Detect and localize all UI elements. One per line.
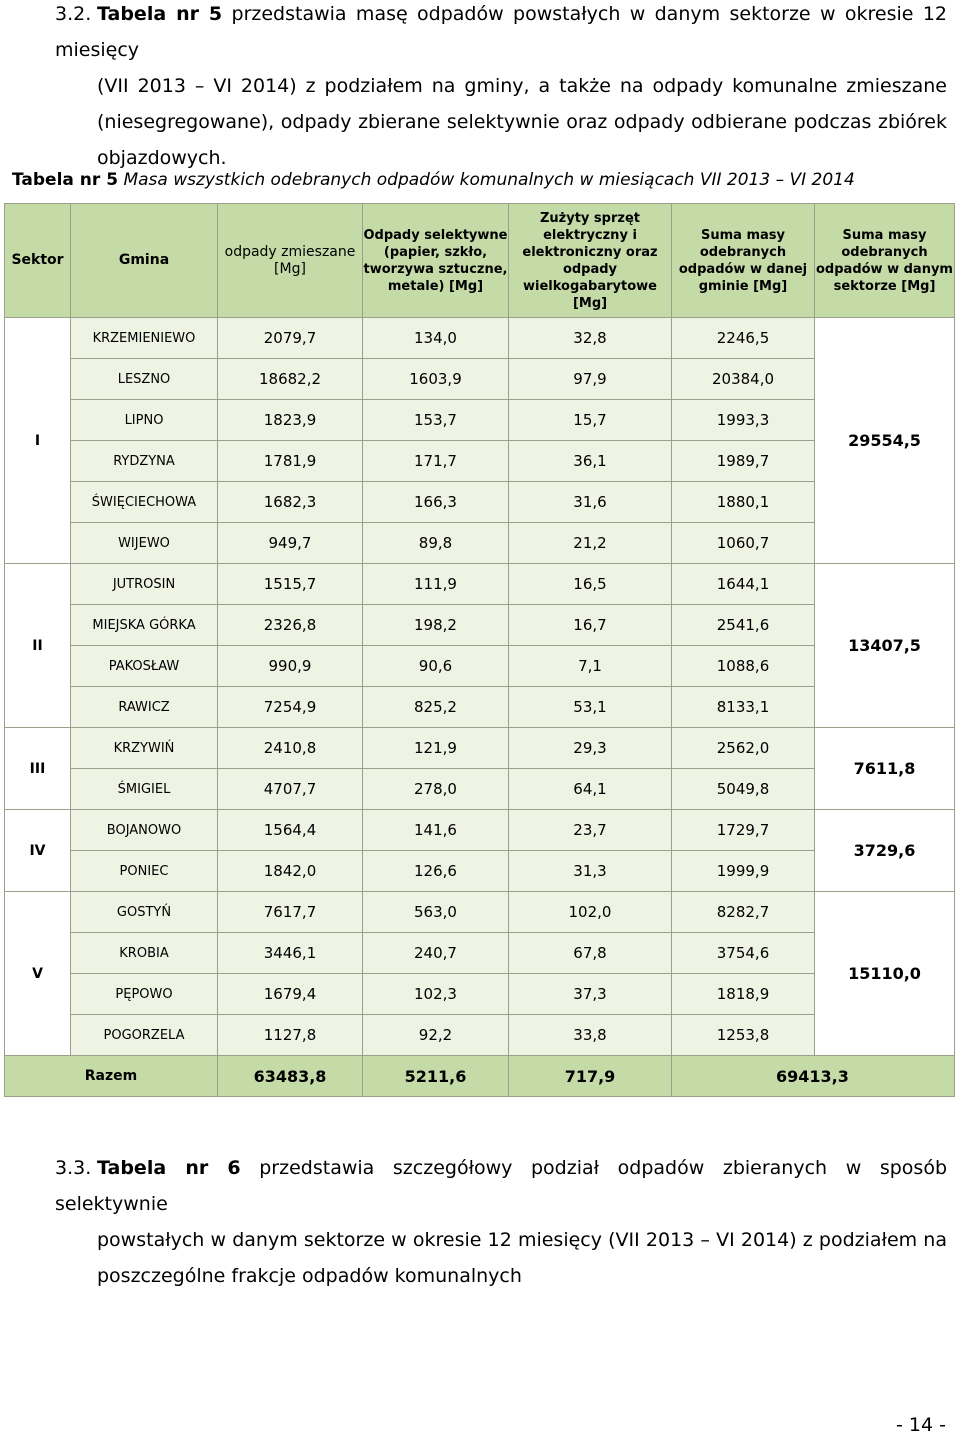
mixed-value: 3446,1 [218, 933, 363, 974]
selective-value: 166,3 [363, 482, 509, 523]
selective-value: 563,0 [363, 892, 509, 933]
selective-value: 90,6 [363, 646, 509, 687]
table-row [5, 359, 955, 400]
sector-total: 29554,5 [815, 318, 955, 564]
table-reference: Tabela nr 5 [97, 3, 223, 25]
gmina-sum-value: 1999,9 [672, 851, 815, 892]
gmina-name: WIJEWO [71, 523, 218, 564]
electro-value: 32,8 [509, 318, 672, 359]
header-sektor: Sektor [5, 204, 71, 318]
gmina-name: MIEJSKA GÓRKA [71, 605, 218, 646]
electro-value: 23,7 [509, 810, 672, 851]
header-sum-sektor: Suma masy odebranych odpadów w danym sektorze [Mg] [815, 204, 955, 318]
gmina-name: RYDZYNA [71, 441, 218, 482]
sector-total: 3729,6 [815, 810, 955, 892]
sector-total: 13407,5 [815, 564, 955, 728]
table-row [5, 687, 955, 728]
electro-value: 53,1 [509, 687, 672, 728]
electro-value: 21,2 [509, 523, 672, 564]
table-row [5, 892, 955, 933]
gmina-name: PAKOSŁAW [71, 646, 218, 687]
selective-value: 126,6 [363, 851, 509, 892]
gmina-name: PĘPOWO [71, 974, 218, 1015]
gmina-sum-value: 1253,8 [672, 1015, 815, 1056]
gmina-sum-value: 1993,3 [672, 400, 815, 441]
gmina-sum-value: 3754,6 [672, 933, 815, 974]
outro-line-1 [55, 1150, 947, 1222]
mixed-value: 7254,9 [218, 687, 363, 728]
sector-total: 7611,8 [815, 728, 955, 810]
selective-value: 153,7 [363, 400, 509, 441]
intro-line-2: (VII 2013 – VI 2014) z podziałem na gminy, a także na odpady komunalne zmieszane [97, 75, 947, 97]
outro-paragraph [55, 1150, 947, 1294]
gmina-name: RAWICZ [71, 687, 218, 728]
totals-sum: 69413,3 [672, 1056, 955, 1097]
gmina-name: BOJANOWO [71, 810, 218, 851]
header-mixed: odpady zmieszane [Mg] [218, 204, 363, 318]
table-row [5, 974, 955, 1015]
mixed-value: 949,7 [218, 523, 363, 564]
gmina-sum-value: 1644,1 [672, 564, 815, 605]
gmina-sum-value: 1088,6 [672, 646, 815, 687]
intro-line-3: (niesegregowane), odpady zbierane selektywnie oraz odpady odbierane podczas zbiórek [97, 111, 947, 133]
gmina-sum-value: 1880,1 [672, 482, 815, 523]
table-row [5, 646, 955, 687]
electro-value: 67,8 [509, 933, 672, 974]
intro-line-4: objazdowych. [97, 147, 227, 169]
header-selective: Odpady selektywne (papier, szkło, tworzywa sztuczne, metale) [Mg] [363, 204, 509, 318]
mixed-value: 1682,3 [218, 482, 363, 523]
sector-name: V [5, 892, 71, 1056]
header-gmina: Gmina [71, 204, 218, 318]
selective-value: 240,7 [363, 933, 509, 974]
gmina-name: ŚWIĘCIECHOWA [71, 482, 218, 523]
outro-text: przedstawia szczegółowy podział odpadów zbieranych w sposób selektywnie [55, 1157, 948, 1215]
selective-value: 171,7 [363, 441, 509, 482]
sector-name: III [5, 728, 71, 810]
gmina-sum-value: 2562,0 [672, 728, 815, 769]
gmina-sum-value: 1818,9 [672, 974, 815, 1015]
mixed-value: 1515,7 [218, 564, 363, 605]
section-number: 3.3. [55, 1157, 92, 1179]
selective-value: 102,3 [363, 974, 509, 1015]
sector-name: I [5, 318, 71, 564]
gmina-name: KRZYWIŃ [71, 728, 218, 769]
selective-value: 1603,9 [363, 359, 509, 400]
header-sum-gmina: Suma masy odebranych odpadów w danej gminie [Mg] [672, 204, 815, 318]
outro-line-2: powstałych w danym sektorze w okresie 12 miesięcy (VII 2013 – VI 2014) z podziałem na [97, 1229, 947, 1251]
header-row [5, 204, 955, 318]
caption-label: Tabela nr 5 [12, 170, 119, 190]
totals-label: Razem [5, 1056, 218, 1097]
table-row [5, 523, 955, 564]
mixed-value: 2410,8 [218, 728, 363, 769]
selective-value: 134,0 [363, 318, 509, 359]
electro-value: 31,6 [509, 482, 672, 523]
table-reference: Tabela nr 6 [97, 1157, 241, 1179]
gmina-sum-value: 2541,6 [672, 605, 815, 646]
electro-value: 16,5 [509, 564, 672, 605]
mixed-value: 2326,8 [218, 605, 363, 646]
mixed-value: 1564,4 [218, 810, 363, 851]
selective-value: 121,9 [363, 728, 509, 769]
selective-value: 111,9 [363, 564, 509, 605]
totals-row [5, 1056, 955, 1097]
mixed-value: 1823,9 [218, 400, 363, 441]
mixed-value: 1679,4 [218, 974, 363, 1015]
gmina-sum-value: 1989,7 [672, 441, 815, 482]
caption-title: Masa wszystkich odebranych odpadów komunalnych w miesiącach VII 2013 – VI 2014 [123, 170, 855, 190]
table-row [5, 933, 955, 974]
electro-value: 16,7 [509, 605, 672, 646]
intro-text: przedstawia masę odpadów powstałych w danym sektorze w okresie 12 miesięcy [55, 3, 948, 61]
gmina-name: LESZNO [71, 359, 218, 400]
mixed-value: 1781,9 [218, 441, 363, 482]
gmina-name: POGORZELA [71, 1015, 218, 1056]
gmina-name: JUTROSIN [71, 564, 218, 605]
totals-selective: 5211,6 [363, 1056, 509, 1097]
outro-line-3: poszczególne frakcje odpadów komunalnych [97, 1265, 522, 1287]
mixed-value: 7617,7 [218, 892, 363, 933]
electro-value: 102,0 [509, 892, 672, 933]
table-row [5, 605, 955, 646]
table-row [5, 851, 955, 892]
gmina-name: PONIEC [71, 851, 218, 892]
gmina-sum-value: 5049,8 [672, 769, 815, 810]
table-row [5, 482, 955, 523]
sector-name: IV [5, 810, 71, 892]
gmina-sum-value: 8133,1 [672, 687, 815, 728]
intro-paragraph [55, 0, 947, 176]
gmina-sum-value: 20384,0 [672, 359, 815, 400]
totals-mixed: 63483,8 [218, 1056, 363, 1097]
electro-value: 64,1 [509, 769, 672, 810]
electro-value: 15,7 [509, 400, 672, 441]
electro-value: 31,3 [509, 851, 672, 892]
gmina-name: KROBIA [71, 933, 218, 974]
gmina-sum-value: 1729,7 [672, 810, 815, 851]
gmina-name: KRZEMIENIEWO [71, 318, 218, 359]
selective-value: 141,6 [363, 810, 509, 851]
electro-value: 36,1 [509, 441, 672, 482]
gmina-name: ŚMIGIEL [71, 769, 218, 810]
table-row [5, 728, 955, 769]
gmina-sum-value: 1060,7 [672, 523, 815, 564]
gmina-sum-value: 8282,7 [672, 892, 815, 933]
table-row [5, 769, 955, 810]
electro-value: 33,8 [509, 1015, 672, 1056]
table-row [5, 400, 955, 441]
mixed-value: 1842,0 [218, 851, 363, 892]
selective-value: 825,2 [363, 687, 509, 728]
waste-table [4, 203, 955, 1097]
electro-value: 97,9 [509, 359, 672, 400]
sector-total: 15110,0 [815, 892, 955, 1056]
mixed-value: 18682,2 [218, 359, 363, 400]
table-caption [12, 170, 855, 190]
electro-value: 7,1 [509, 646, 672, 687]
table-row [5, 318, 955, 359]
electro-value: 37,3 [509, 974, 672, 1015]
page-number: - 14 - [896, 1414, 946, 1436]
mixed-value: 4707,7 [218, 769, 363, 810]
section-number: 3.2. [55, 3, 92, 25]
table-row [5, 564, 955, 605]
selective-value: 89,8 [363, 523, 509, 564]
table-row [5, 1015, 955, 1056]
table-row [5, 810, 955, 851]
electro-value: 29,3 [509, 728, 672, 769]
selective-value: 278,0 [363, 769, 509, 810]
sector-name: II [5, 564, 71, 728]
selective-value: 198,2 [363, 605, 509, 646]
totals-electro: 717,9 [509, 1056, 672, 1097]
table-row [5, 441, 955, 482]
intro-line-1 [55, 0, 947, 68]
gmina-name: LIPNO [71, 400, 218, 441]
gmina-name: GOSTYŃ [71, 892, 218, 933]
selective-value: 92,2 [363, 1015, 509, 1056]
mixed-value: 1127,8 [218, 1015, 363, 1056]
header-electro: Zużyty sprzęt elektryczny i elektroniczny oraz odpady wielkogabarytowe [Mg] [509, 204, 672, 318]
gmina-sum-value: 2246,5 [672, 318, 815, 359]
mixed-value: 990,9 [218, 646, 363, 687]
mixed-value: 2079,7 [218, 318, 363, 359]
